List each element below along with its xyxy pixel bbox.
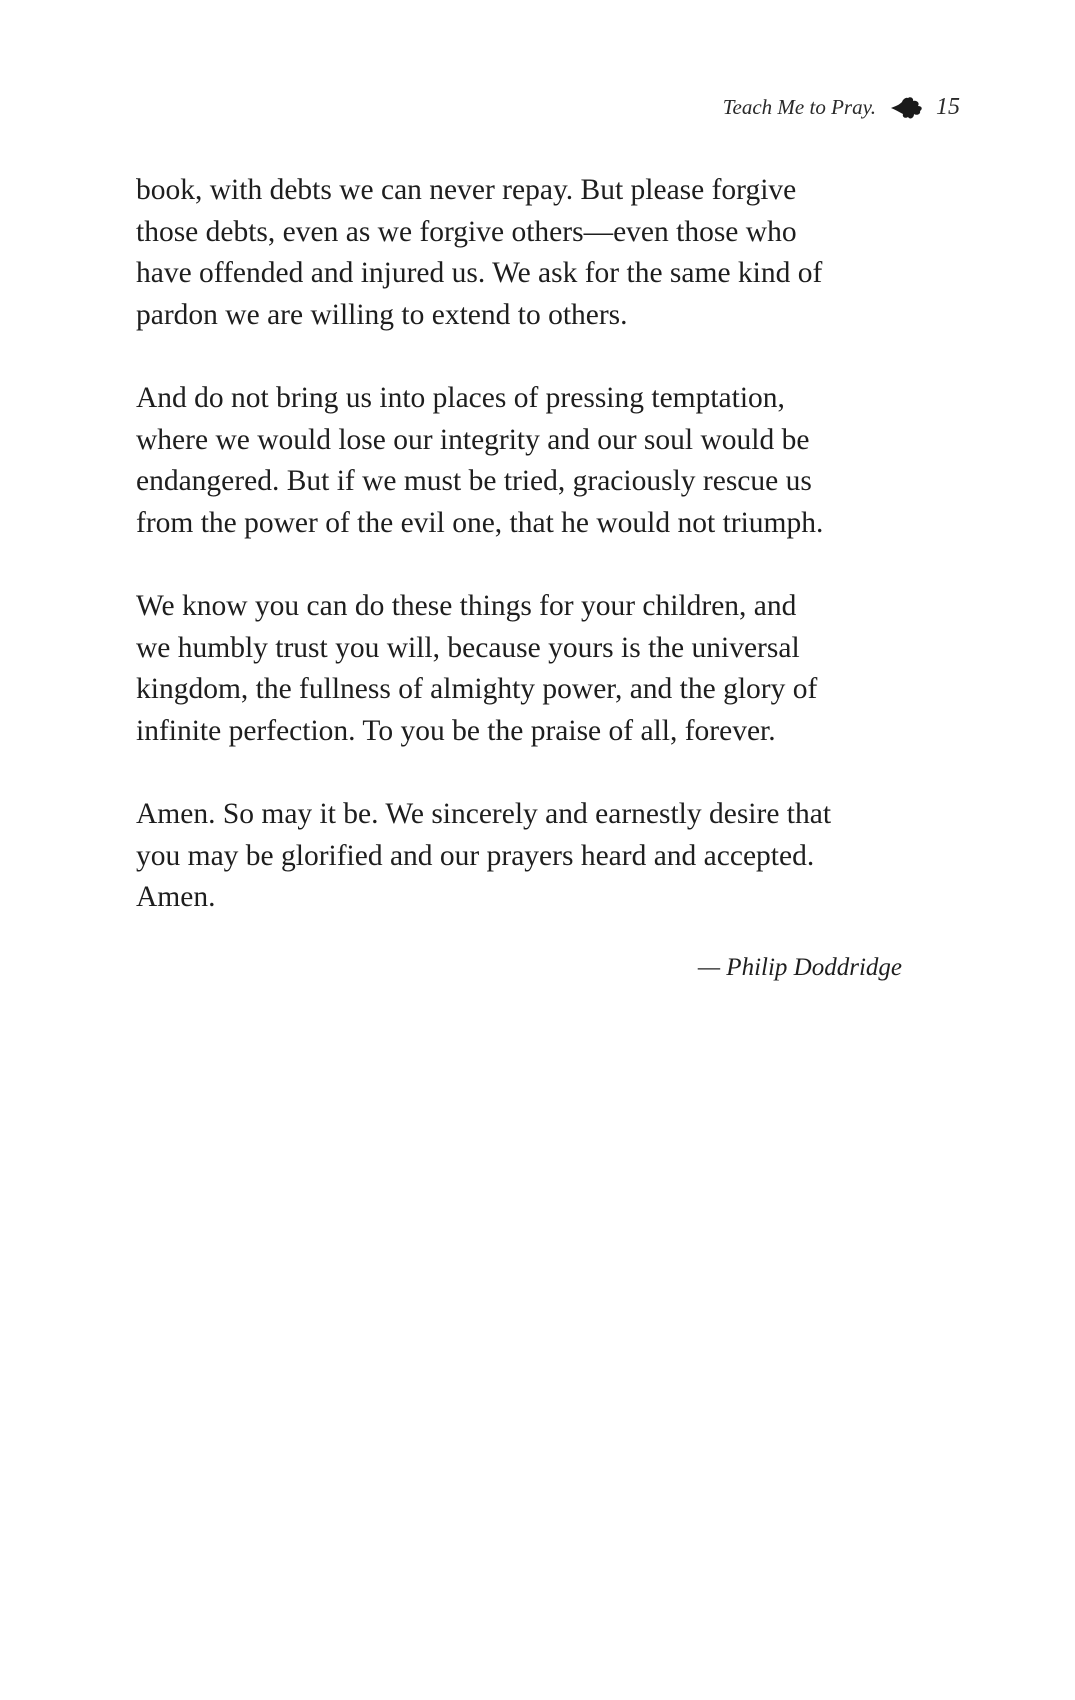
text-line: Amen. So may it be. We sincerely and earnestly desire that bbox=[136, 798, 832, 830]
fleuron-icon bbox=[890, 96, 924, 120]
text-line: endangered. But if we must be tried, graciously rescue us bbox=[136, 465, 812, 497]
text-line: we humbly trust you will, because yours is the universal bbox=[136, 631, 800, 664]
text-line: infinite perfection. To you be the praise of all, forever. bbox=[136, 714, 776, 747]
paragraph bbox=[136, 378, 936, 544]
attribution: — Philip Doddridge bbox=[697, 954, 902, 981]
text-line: where we would lose our integrity and our soul would be bbox=[136, 423, 810, 456]
paragraph bbox=[136, 794, 936, 919]
body-text bbox=[136, 170, 936, 961]
paragraph bbox=[136, 586, 936, 752]
text-line: book, with debts we can never repay. But please forgive bbox=[136, 174, 797, 206]
text-line: have offended and injured us. We ask for the same kind of bbox=[136, 257, 823, 289]
text-line: from the power of the evil one, that he would not triumph. bbox=[136, 506, 824, 539]
text-line: pardon we are willing to extend to others. bbox=[136, 298, 628, 331]
text-line: kingdom, the fullness of almighty power, and the glory of bbox=[136, 673, 818, 705]
running-head bbox=[723, 94, 960, 121]
text-line: We know you can do these things for your children, and bbox=[136, 590, 797, 622]
text-line: And do not bring us into places of pressing temptation, bbox=[136, 382, 785, 414]
text-line: you may be glorified and our prayers heard and accepted. bbox=[136, 839, 815, 872]
text-line: those debts, even as we forgive others—even those who bbox=[136, 215, 797, 248]
running-title: Teach Me to Pray. bbox=[722, 95, 876, 119]
paragraph bbox=[136, 170, 936, 336]
text-line: Amen. bbox=[136, 881, 216, 913]
page-number: 15 bbox=[936, 94, 960, 120]
